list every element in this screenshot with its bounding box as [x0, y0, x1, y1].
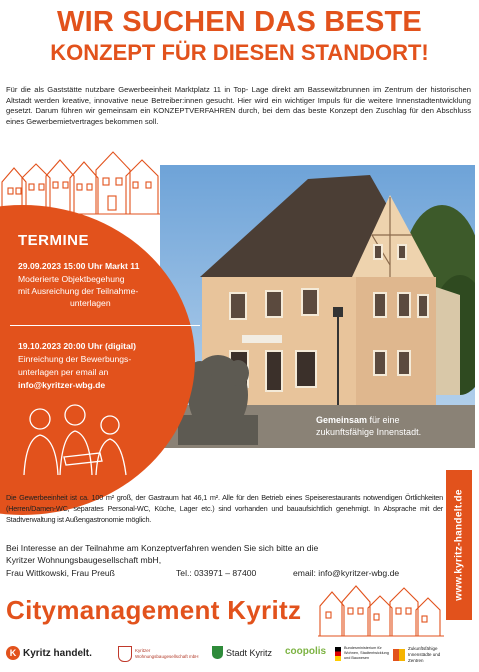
intro-paragraph: Für die als Gaststätte nutzbare Gewerbeeinheit Marktplatz 11 in Top- Lage direkt am Bassewitzbrunnen im Zentrum der historischen Altstadt werden kreative, innovative neue Betreiber:innen gesucht. Hier wird ein wichtiger Impuls für die weitere Innenstadtentwicklung gesetzt. Darum führen wir gemeinsam ein KONZEPTVERFAHREN durch, bei dem das beste Konzept den Zuschlag für den Abschluss eines Gewerbemietvertrages bekommen soll. [6, 85, 471, 126]
city-crest-icon [212, 646, 223, 659]
contact-row [6, 567, 446, 579]
contact-block [6, 542, 446, 579]
citymanagement-title: Citymanagement Kyritz [6, 595, 302, 625]
people-sketch-illustration [10, 395, 140, 480]
contact-phone[interactable]: Tel.: 033971 – 87400 [176, 567, 257, 578]
logo-stadt-kyritz: Stadt Kyritz [212, 646, 272, 659]
logo-kyritzer-wbg: Kyritzer Wohnungsbaugesellschaft mbH [118, 646, 203, 662]
termine-item2-line2: Einreichung der Bewerbungs- [18, 354, 132, 364]
k-badge-icon: K [6, 646, 20, 660]
caption-bold: Gemeinsam [316, 415, 368, 425]
logo-kyritz-handelt: K Kyritz handelt. [6, 646, 92, 660]
squares-icon [393, 649, 405, 661]
website-url[interactable]: www.kyritz-handelt.de [453, 489, 465, 601]
termine-item2-date: 19.10.2023 20:00 Uhr (digital) [18, 341, 136, 351]
contact-names: Frau Wittkowski, Frau Preuß [6, 567, 115, 578]
termine-divider [10, 325, 200, 326]
termine-email-link[interactable]: info@kyritzer-wbg.de [18, 380, 106, 390]
wbg-crest-icon [118, 646, 132, 662]
logo-ministry: Bundesministerium für Wohnen, Stadtentwicklung und Bauwesen [335, 646, 394, 661]
termine-item1-line4: unterlagen [70, 298, 111, 308]
termine-item1-date: 29.09.2023 15:00 Uhr Markt 11 [18, 261, 140, 271]
caption-rest: für eine [367, 415, 400, 425]
termine-title: TERMINE [18, 232, 89, 249]
website-sidebar[interactable] [446, 470, 472, 620]
headline-primary: WIR SUCHEN DAS BESTE [57, 6, 422, 38]
headline-secondary: KONZEPT FÜR DIESEN STANDORT! [50, 40, 429, 65]
caption-line2: zukunftsfähige Innenstadt. [316, 427, 422, 437]
eagle-icon [335, 647, 341, 661]
termine-item2-line3: unterlagen per email an [18, 367, 109, 377]
sponsor-logos [0, 640, 479, 670]
photo-caption [316, 414, 421, 438]
termine-item1-line3: mit Ausreichung der Teilnahme- [18, 286, 139, 296]
contact-email[interactable]: email: info@kyritzer-wbg.de [293, 567, 400, 578]
house-sketch-footer-illustration [318, 580, 446, 638]
logo-zukunftsfaehige-innenstaedte: Zukunftsfähige Innenstädte und Zentren [393, 646, 456, 664]
contact-line1: Bei Interesse an der Teilnahme am Konzeptverfahren wenden Sie sich bitte an die [6, 543, 319, 553]
building-photo [160, 165, 475, 448]
details-paragraph: Die Gewerbeeinheit ist ca. 100 m² groß, der Gastraum hat 46,1 m². Alle für den Betrieb eines Speiserestaurants notwendigen Örtlichkeiten (Herren/Damen-WC, separates Personal-WC, Küche, Lager etc.) sind vorhanden und bauaufsichtlich genehmigt. In Absprache mit der Stadtverwaltung ist Außengastronomie möglich. [6, 493, 443, 524]
termine-item1-line2: Moderierte Objektbegehung [18, 274, 125, 284]
contact-line2: Kyritzer Wohnungsbaugesellschaft mbH, [6, 555, 162, 566]
logo-coopolis: coopolis [285, 646, 327, 657]
